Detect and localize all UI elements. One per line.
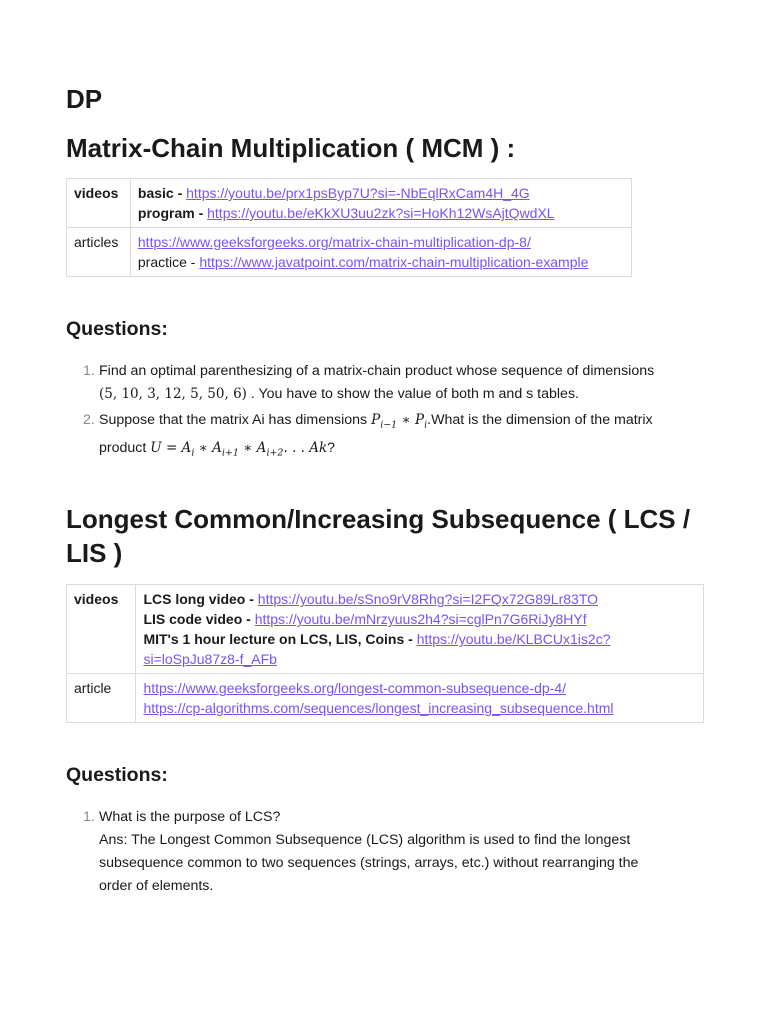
articles-cell [130, 228, 631, 277]
article-cell [136, 674, 704, 723]
lcs-section-title: Longest Common/Increasing Subsequence ( LCS / LIS ) [66, 504, 691, 569]
mcm-questions-title: Questions: [66, 318, 168, 340]
articles-label: articles [67, 228, 131, 277]
gfg-lcs-article-line [143, 678, 696, 698]
basic-label: basic - [137, 185, 183, 201]
gfg-lcs-article-link[interactable]: https://www.geeksforgeeks.org/longest-common-subsequence-dp-4/ [143, 680, 567, 697]
lis-code-video-link[interactable]: https://youtu.be/mNrzyuus2h4?si=cglPn7G6RiJy8HYf [254, 611, 587, 628]
lcs-questions-title: Questions: [66, 764, 168, 787]
question-number: 1. [83, 809, 95, 826]
mit-lecture-line [143, 629, 696, 649]
lcs-long-label: LCS long video - [143, 591, 254, 608]
program-video-line [138, 203, 624, 223]
mit-lecture-link-cont-line [143, 649, 696, 669]
table-row [67, 585, 704, 674]
list-item [66, 409, 701, 464]
question-number: 1. [83, 363, 95, 379]
cp-algorithms-link[interactable]: https://cp-algorithms.com/sequences/longest_increasing_subsequence.html [143, 700, 614, 717]
lcs-long-video-line [143, 589, 696, 609]
document-page [66, 84, 706, 898]
document-title: DP [66, 84, 103, 114]
question-1-text: Find an optimal parenthesizing of a matrix-chain product whose sequence of dimensions [99, 363, 655, 379]
program-label: program - [137, 205, 204, 221]
question-number: 2. [83, 412, 95, 428]
mit-lecture-link[interactable]: https://youtu.be/KLBCUx1is2c? [416, 631, 611, 648]
question-2-part3: product [99, 439, 147, 456]
question-2-part2: .What is the dimension of the matrix [427, 412, 653, 428]
table-row [67, 228, 632, 277]
article-line [138, 232, 624, 252]
lcs-question-text: What is the purpose of LCS? [99, 809, 281, 826]
table-row [67, 179, 632, 228]
lcs-answer-line-2: subsequence common to two sequences (strings, arrays, etc.) without rearranging the [99, 855, 639, 872]
dimensions-formula: (5, 10, 3, 12, 5, 50, 6) [99, 386, 247, 402]
gfg-mcm-article-link[interactable]: https://www.geeksforgeeks.org/matrix-chain-multiplication-dp-8/ [137, 234, 531, 250]
lcs-answer-line-3: order of elements. [99, 878, 214, 895]
article-label: article [67, 674, 136, 723]
videos-label: videos [67, 179, 131, 228]
list-item [66, 360, 701, 406]
table-row [67, 674, 704, 723]
videos-label: videos [67, 585, 136, 674]
question-1-rest: . You have to show the value of both m and s tables. [250, 386, 579, 402]
dimension-formula: $P_{i-1}$ ∗ $P_i$ [371, 412, 428, 431]
lis-code-video-line [143, 609, 696, 629]
videos-cell [136, 585, 704, 674]
lcs-answer-line-1: Ans: The Longest Common Subsequence (LCS) algorithm is used to find the longest [99, 832, 631, 849]
basic-video-link[interactable]: https://youtu.be/prx1psByp7U?si=-NbEqlRxCam4H_4G [186, 185, 530, 201]
lcs-long-video-link[interactable]: https://youtu.be/sSno9rV8Rhg?si=I2FQx72G89Lr83TO [257, 591, 599, 608]
lcs-resources-table [66, 584, 704, 723]
product-formula: $U = A_i$ ∗ $A_{i+1}$ ∗ $A_{i+2}$. . . Ak [150, 439, 328, 459]
list-item [66, 806, 706, 898]
question-2-part4: ? [327, 439, 336, 456]
mit-lecture-link-cont[interactable]: si=loSpJu87z8-f_AFb [143, 651, 277, 668]
mcm-questions-list [66, 360, 701, 464]
program-video-link[interactable]: https://youtu.be/eKkXU3uu2zk?si=HoKh12WsAjtQwdXL [207, 205, 555, 221]
mit-lecture-label: MIT's 1 hour lecture on LCS, LIS, Coins - [143, 631, 413, 648]
cp-algorithms-line [143, 698, 696, 718]
question-2-part1: Suppose that the matrix Ai has dimensions [99, 412, 368, 428]
mcm-section-title: Matrix-Chain Multiplication ( MCM ) : [66, 133, 516, 163]
mcm-resources-table [66, 178, 632, 277]
practice-label: practice - [137, 254, 196, 270]
basic-video-line [138, 183, 624, 203]
lis-code-label: LIS code video - [143, 611, 251, 628]
practice-line [138, 252, 624, 272]
practice-link[interactable]: https://www.javatpoint.com/matrix-chain-multiplication-example [199, 254, 589, 270]
lcs-questions-list [66, 806, 706, 898]
videos-cell [130, 179, 631, 228]
